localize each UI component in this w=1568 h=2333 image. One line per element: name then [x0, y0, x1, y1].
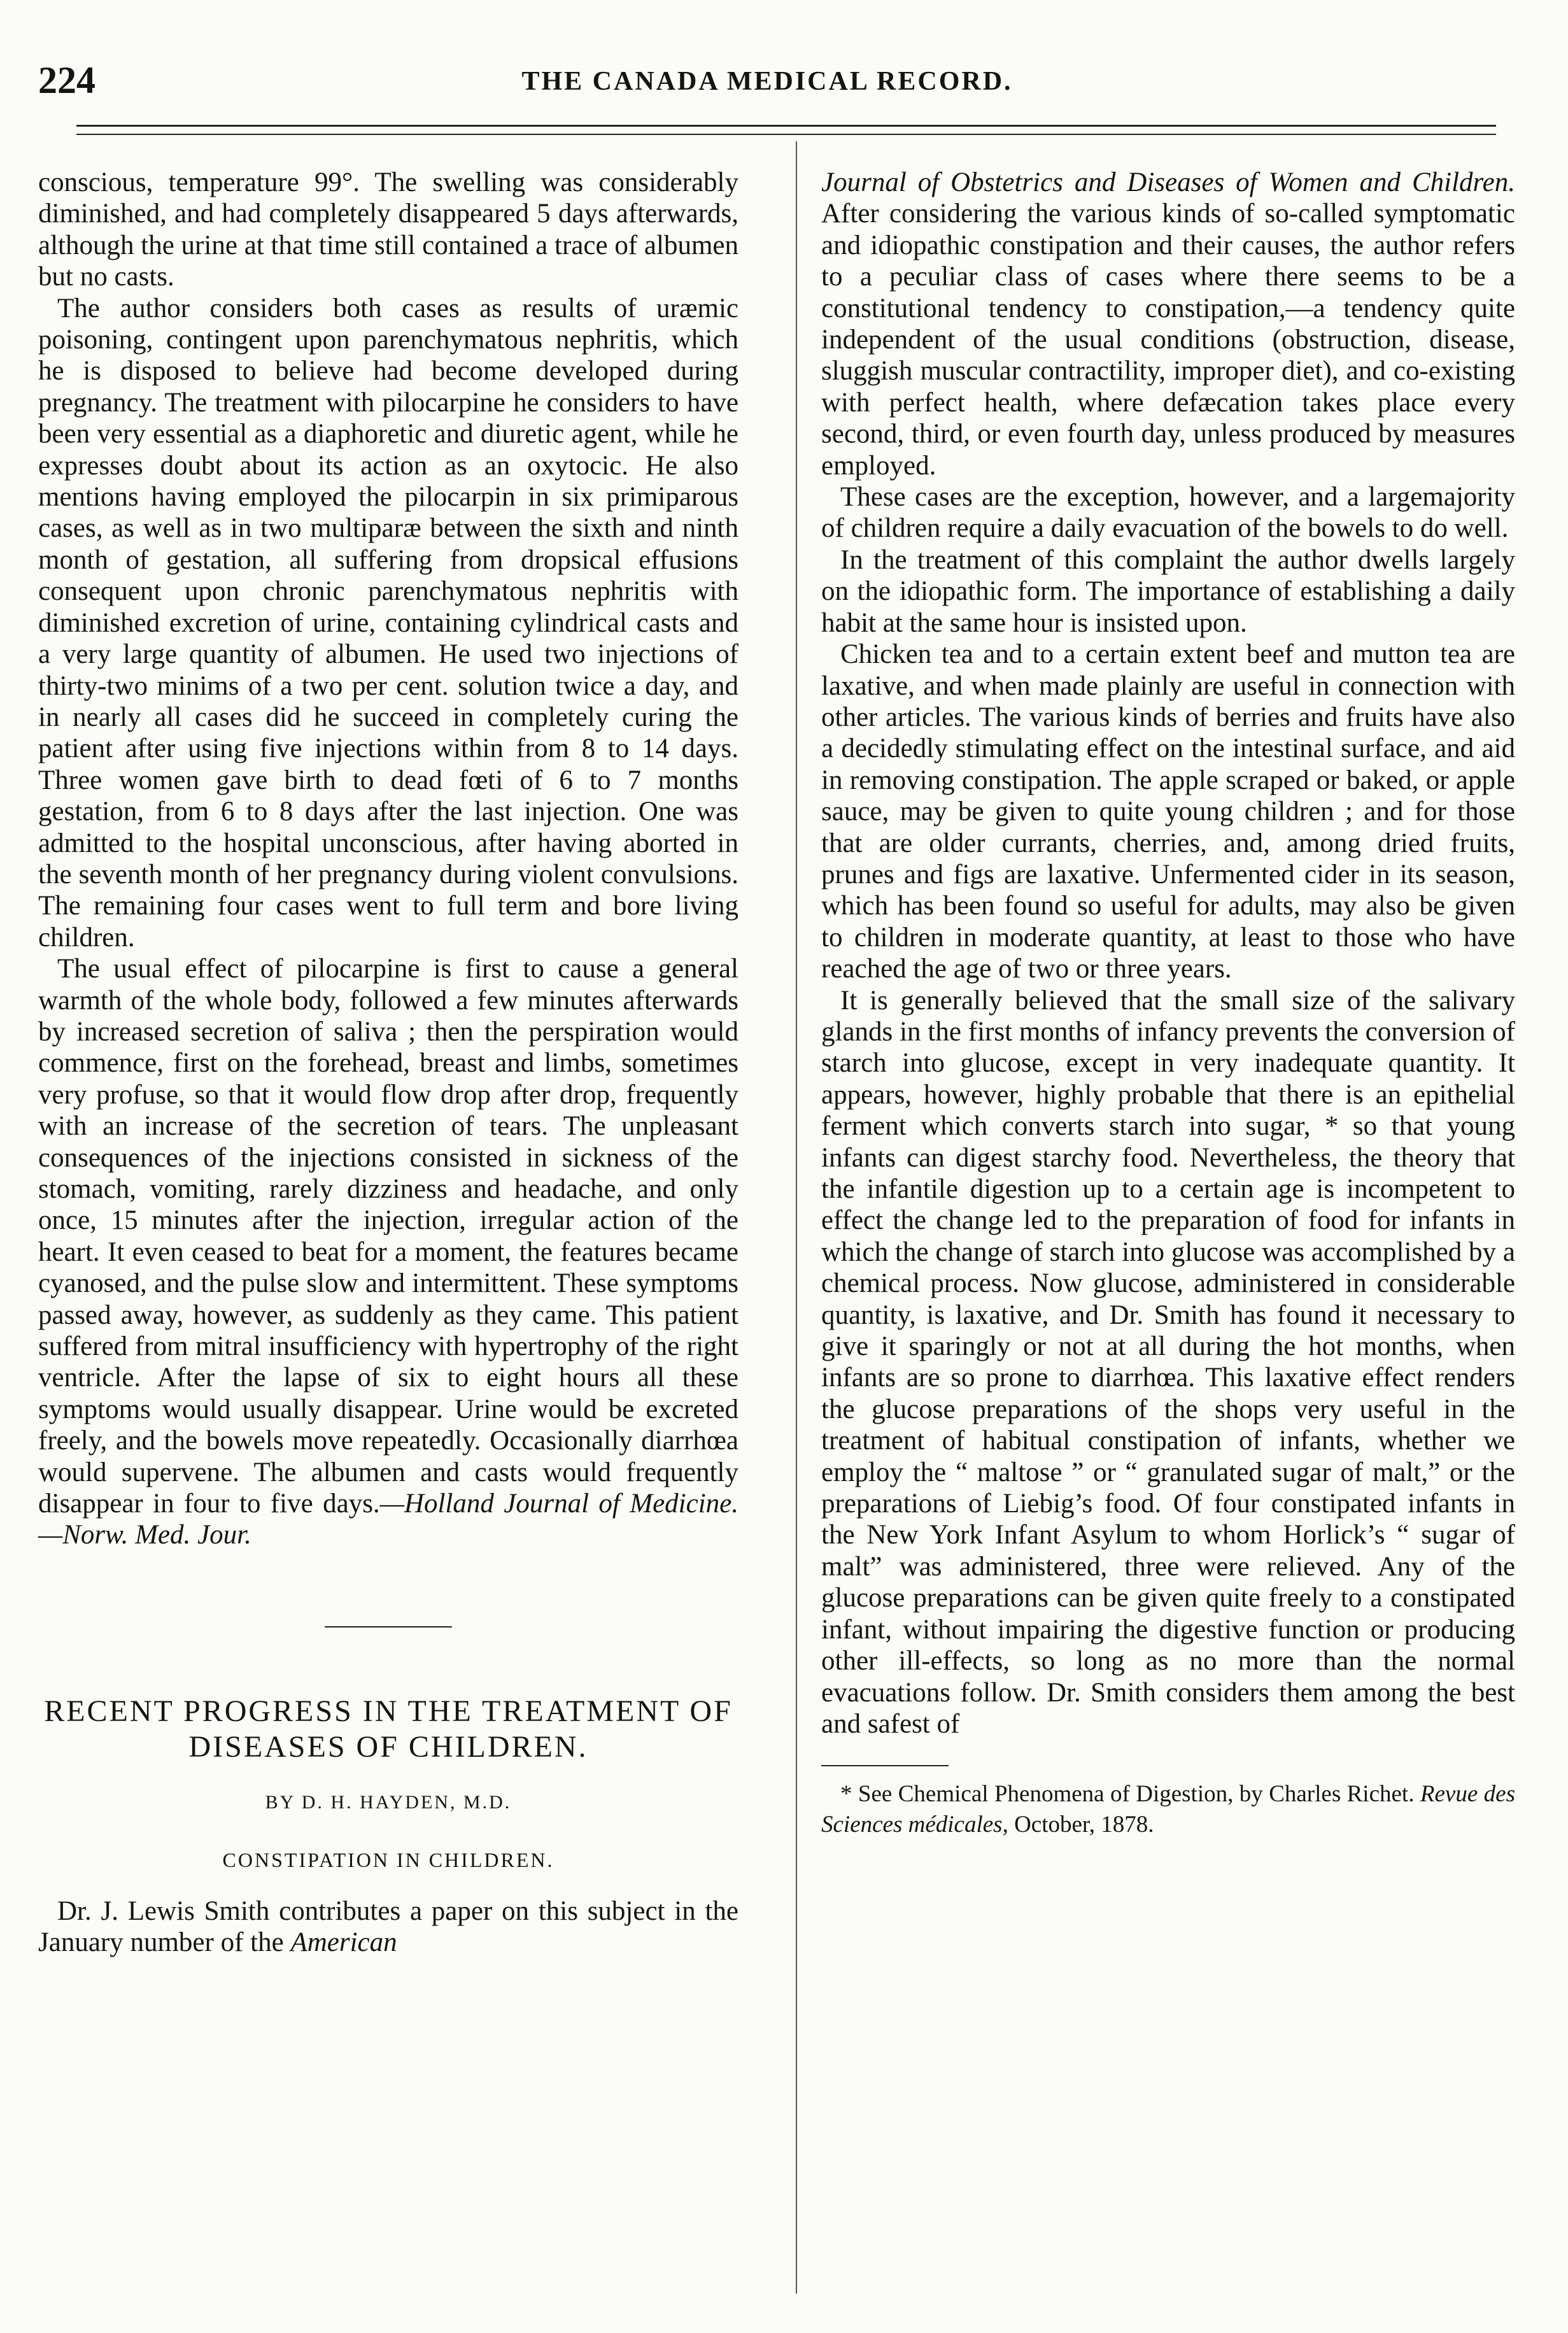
paragraph: [38, 1896, 738, 1959]
column-divider: [796, 141, 797, 2294]
paragraph: Chicken tea and to a certain extent beef and mutton tea are laxative, and when made plainly are useful in connection with other articles. The various kinds of berries and fruits have also a decidedly stimulating effect on the intestinal surface, and aid in removing constipation. The apple scraped or baked, or apple sauce, may be given to quite young children ; and for those that are older currants, cherries, and, among dried fruits, prunes and figs are laxative. Unfermented cider in its season, which has been found so useful for adults, may also be given to children in moderate quantity, at least to those who have reached the age of two or three years.: [821, 639, 1515, 984]
paragraph: [821, 167, 1515, 481]
paragraph: In the treatment of this complaint the author dwells largely on the idiopathic form. The importance of establishing a daily habit at the same hour is insisted upon.: [821, 544, 1515, 638]
footnote: [821, 1779, 1515, 1840]
footnote-journal: Revue des Sciences médicales,: [821, 1781, 1515, 1838]
journal-name: Journal of Obstetrics and Diseases of Women and Children.: [821, 167, 1515, 197]
page-number: 224: [38, 59, 95, 101]
paragraph: [38, 953, 738, 1551]
paragraph: It is generally believed that the small size of the salivary glands in the first months of infancy prevents the conversion of starch into glucose, except in very inadequate quantity. It appears, however, highly probable that there is an epithelial ferment which converts starch into sugar, * so that young infants can digest starchy food. Nevertheless, the theory that the infantile digestion up to a certain age is incompetent to effect the change led to the preparation of food for infants in which the change of starch into glucose was accomplished by a chemical process. Now glucose, administered in considerable quantity, is laxative, and Dr. Smith has found it necessary to give it sparingly or not at all during the hot months, when infants are so prone to diarrhœa. This laxative effect renders the glucose preparations of the shops very useful in the treatment of habitual constipation of infants, whether we employ the “ maltose ” or “ granulated sugar of malt,” or the preparations of Liebig’s food. Of four constipated infants in the New York Infant Asylum to whom Horlick’s “ sugar of malt” was administered, three were relieved. Any of the glucose preparations can be given quite freely to a constipated infant, without impairing the digestive function or producing other ill-effects, so long as no more than the normal evacuations follow. Dr. Smith considers them among the best and safest of: [821, 985, 1515, 1739]
byline: BY D. H. HAYDEN, M.D.: [265, 1791, 512, 1813]
paragraph: These cases are the exception, however, and a largemajority of children require a daily evacuation of the bowels to do well.: [821, 482, 1515, 544]
running-title: THE CANADA MEDICAL RECORD.: [521, 67, 1013, 96]
journal-name-start: American: [290, 1927, 397, 1958]
section-rule: [325, 1626, 452, 1627]
section-heading: CONSTIPATION IN CHILDREN.: [222, 1848, 554, 1872]
paragraph: conscious, temperature 99°. The swelling was considerably diminished, and had completely disappeared 5 days afterwards, although the urine at that time still contained a trace of albumen but no casts.: [38, 167, 738, 292]
header-rule: [76, 125, 1496, 127]
paragraph-text: Dr. J. Lewis Smith contributes a paper on this subject in the January number of the: [38, 1896, 738, 1958]
footnote-text: * See Chemical Phenomena of Digestion, by Charles Richet.: [840, 1781, 1415, 1808]
paragraph: The author considers both cases as results of uræmic poisoning, contingent upon parenchymatous nephritis, which he is disposed to believe had become developed during pregnancy. The treatment with pilocarpine he considers to have been very essential as a diaphoretic and diuretic agent, while he expresses doubt about its action as an oxytocic. He also mentions having employed the pilocarpin in six primiparous cases, as well as in two multiparæ between the sixth and ninth month of gestation, all suffering from dropsical effusions consequent upon chronic parenchymatous nephritis with diminished excretion of urine, containing cylindrical casts and a very large quantity of albumen. He used two injections of thirty-two minims of a two per cent. solution twice a day, and in nearly all cases did he succeed in completely curing the patient after using five injections within from 8 to 14 days. Three women gave birth to dead fœti of 6 to 7 months gestation, from 6 to 8 days after the last injection. One was admitted to the hospital unconscious, after having aborted in the seventh month of her pregnancy during violent convulsions. The remaining four cases went to full term and bore living children.: [38, 293, 738, 953]
citation: —Holland Journal of Medicine.—Norw. Med. Jour.: [38, 1489, 738, 1550]
article-title: RECENT PROGRESS IN THE TREATMENT OF DISEASES OF CHILDREN.: [44, 1694, 733, 1764]
footnote-date: October, 1878.: [1014, 1812, 1154, 1838]
footnote-rule: [821, 1765, 949, 1766]
paragraph-text: The usual effect of pilocarpine is first to cause a general warmth of the whole body, followed a few minutes afterwards by increased secretion of saliva ; then the perspiration would commence, first on the forehead, breast and limbs, sometimes very profuse, so that it would flow drop after drop, frequently with an increase of the secretion of tears. The unpleasant consequences of the injections consisted in sickness of the stomach, vomiting, rarely dizziness and headache, and only once, 15 minutes after the injection, irregular action of the heart. It even ceased to beat for a moment, the features became cyanosed, and the pulse slow and intermittent. These symptoms passed away, however, as suddenly as they came. This patient suffered from mitral insufficiency with hypertrophy of the right ventricle. After the lapse of six to eight hours all these symptoms would usually disappear. Urine would be excreted freely, and the bowels move repeatedly. Occasionally diarrhœa would supervene. The albumen and casts would frequently disappear in four to five days.: [38, 954, 738, 1519]
right-column: [821, 167, 1515, 1840]
left-column: [38, 167, 738, 1959]
paragraph-text: After considering the various kinds of so-called symptomatic and idiopathic constipation and their causes, the author refers to a peculiar class of cases where there seems to be a constitutional tendency to constipation,—a tendency quite independent of the usual conditions (obstruction, disease, sluggish muscular contractility, improper diet), and co-existing with perfect health, where defæcation takes place every second, third, or even fourth day, unless produced by measures employed.: [821, 199, 1515, 481]
header-rule-thin: [76, 134, 1496, 135]
page-header: [38, 59, 1496, 110]
